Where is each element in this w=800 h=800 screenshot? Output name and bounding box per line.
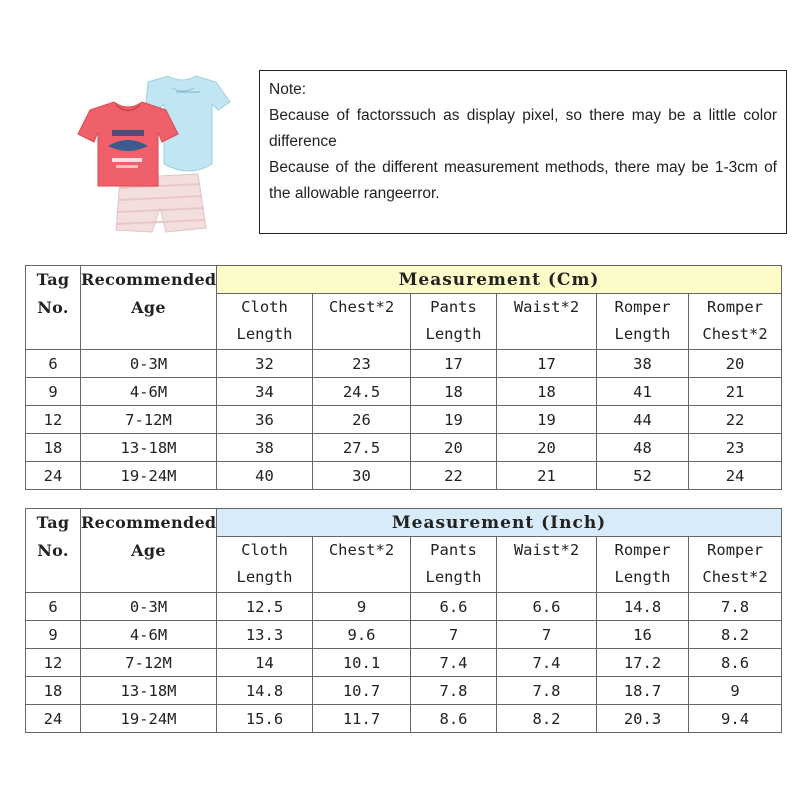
table-cell: 8.2 bbox=[689, 621, 782, 649]
table-cell: 26 bbox=[313, 406, 411, 434]
table-cell: 4-6M bbox=[81, 621, 217, 649]
table-cell: 38 bbox=[217, 434, 313, 462]
table-row bbox=[26, 462, 782, 490]
table-row bbox=[26, 434, 782, 462]
table-cell: 18 bbox=[411, 378, 497, 406]
table-cell: 4-6M bbox=[81, 378, 217, 406]
measurement-inch-header: Measurement (Inch) bbox=[217, 509, 782, 537]
table-cell: 24.5 bbox=[313, 378, 411, 406]
table-cell: 41 bbox=[597, 378, 689, 406]
col-romper-length: Romper Length bbox=[597, 537, 689, 593]
table-row bbox=[26, 621, 782, 649]
table-cell: 21 bbox=[497, 462, 597, 490]
table-cell: 20.3 bbox=[597, 705, 689, 733]
col-chest: Chest*2 bbox=[313, 537, 411, 593]
table-row bbox=[26, 593, 782, 621]
table-cell: 12 bbox=[26, 649, 81, 677]
table-cell: 11.7 bbox=[313, 705, 411, 733]
table-row bbox=[26, 406, 782, 434]
table-cell: 23 bbox=[313, 350, 411, 378]
recommended-age-header: Recommended Age bbox=[81, 266, 217, 350]
table-cell: 8.6 bbox=[411, 705, 497, 733]
table-cell: 22 bbox=[689, 406, 782, 434]
table-cell: 7.4 bbox=[497, 649, 597, 677]
table-cell: 17.2 bbox=[597, 649, 689, 677]
table-cell: 18.7 bbox=[597, 677, 689, 705]
table-cell: 7.8 bbox=[411, 677, 497, 705]
table-row bbox=[26, 677, 782, 705]
table-row bbox=[26, 378, 782, 406]
table-cell: 12.5 bbox=[217, 593, 313, 621]
table-cell: 32 bbox=[217, 350, 313, 378]
table-cell: 19-24M bbox=[81, 705, 217, 733]
table-cell: 18 bbox=[26, 677, 81, 705]
table-cell: 8.2 bbox=[497, 705, 597, 733]
table-cell: 9 bbox=[689, 677, 782, 705]
table-cell: 38 bbox=[597, 350, 689, 378]
col-waist: Waist*2 bbox=[497, 294, 597, 350]
table-row bbox=[26, 649, 782, 677]
table-cell: 23 bbox=[689, 434, 782, 462]
table-cell: 34 bbox=[217, 378, 313, 406]
table-cell: 13-18M bbox=[81, 434, 217, 462]
table-cell: 9.6 bbox=[313, 621, 411, 649]
col-cloth-length: Cloth Length bbox=[217, 294, 313, 350]
table-cell: 20 bbox=[689, 350, 782, 378]
table-cell: 9 bbox=[26, 621, 81, 649]
table-cell: 24 bbox=[26, 462, 81, 490]
table-cell: 6 bbox=[26, 350, 81, 378]
table-cell: 15.6 bbox=[217, 705, 313, 733]
table-cell: 36 bbox=[217, 406, 313, 434]
table-row bbox=[26, 705, 782, 733]
tag-no-header: Tag No. bbox=[26, 509, 81, 593]
table-cell: 8.6 bbox=[689, 649, 782, 677]
note-line-color: Because of factorssuch as display pixel, so there may be a little color difference bbox=[269, 107, 777, 150]
table-cell: 14.8 bbox=[217, 677, 313, 705]
table-cell: 14 bbox=[217, 649, 313, 677]
note-line-measurement: Because of the different measurement methods, there may be 1-3cm of the allowable rangeerror. bbox=[269, 159, 777, 202]
table-cell: 17 bbox=[497, 350, 597, 378]
table-cell: 7 bbox=[411, 621, 497, 649]
col-pants-length: Pants Length bbox=[411, 294, 497, 350]
table-cell: 18 bbox=[497, 378, 597, 406]
table-cell: 6.6 bbox=[497, 593, 597, 621]
table-cell: 7-12M bbox=[81, 649, 217, 677]
table-cell: 16 bbox=[597, 621, 689, 649]
table-cell: 19-24M bbox=[81, 462, 217, 490]
table-cell: 20 bbox=[411, 434, 497, 462]
table-cell: 10.1 bbox=[313, 649, 411, 677]
table-cell: 19 bbox=[497, 406, 597, 434]
size-table-cm bbox=[25, 265, 782, 490]
size-table-inch bbox=[25, 508, 782, 733]
clothing-set-illustration bbox=[60, 68, 240, 238]
table-cell: 7.8 bbox=[689, 593, 782, 621]
table-cell: 24 bbox=[689, 462, 782, 490]
col-romper-chest: Romper Chest*2 bbox=[689, 537, 782, 593]
table-cell: 44 bbox=[597, 406, 689, 434]
note-box bbox=[259, 70, 787, 234]
table-cell: 48 bbox=[597, 434, 689, 462]
table-cell: 21 bbox=[689, 378, 782, 406]
table-cell: 13.3 bbox=[217, 621, 313, 649]
table-cell: 52 bbox=[597, 462, 689, 490]
table-row bbox=[26, 350, 782, 378]
table-cell: 22 bbox=[411, 462, 497, 490]
table-cell: 17 bbox=[411, 350, 497, 378]
col-chest: Chest*2 bbox=[313, 294, 411, 350]
table-cell: 10.7 bbox=[313, 677, 411, 705]
table-cell: 0-3M bbox=[81, 593, 217, 621]
table-cell: 27.5 bbox=[313, 434, 411, 462]
table-cell: 6 bbox=[26, 593, 81, 621]
tag-no-header: Tag No. bbox=[26, 266, 81, 350]
table-cell: 14.8 bbox=[597, 593, 689, 621]
table-cell: 7.4 bbox=[411, 649, 497, 677]
table-cell: 9 bbox=[26, 378, 81, 406]
recommended-age-header: Recommended Age bbox=[81, 509, 217, 593]
table-cell: 30 bbox=[313, 462, 411, 490]
table-cell: 7-12M bbox=[81, 406, 217, 434]
table-cell: 12 bbox=[26, 406, 81, 434]
col-cloth-length: Cloth Length bbox=[217, 537, 313, 593]
note-heading: Note: bbox=[269, 81, 307, 98]
col-romper-length: Romper Length bbox=[597, 294, 689, 350]
table-cell: 6.6 bbox=[411, 593, 497, 621]
col-pants-length: Pants Length bbox=[411, 537, 497, 593]
table-cell: 9.4 bbox=[689, 705, 782, 733]
table-cell: 9 bbox=[313, 593, 411, 621]
table-cell: 19 bbox=[411, 406, 497, 434]
table-cell: 18 bbox=[26, 434, 81, 462]
table-cell: 40 bbox=[217, 462, 313, 490]
table-cell: 0-3M bbox=[81, 350, 217, 378]
table-cell: 7.8 bbox=[497, 677, 597, 705]
table-cell: 7 bbox=[497, 621, 597, 649]
table-cell: 24 bbox=[26, 705, 81, 733]
table-cell: 20 bbox=[497, 434, 597, 462]
col-waist: Waist*2 bbox=[497, 537, 597, 593]
measurement-cm-header: Measurement (Cm) bbox=[217, 266, 782, 294]
col-romper-chest: Romper Chest*2 bbox=[689, 294, 782, 350]
table-cell: 13-18M bbox=[81, 677, 217, 705]
product-image bbox=[60, 68, 240, 238]
